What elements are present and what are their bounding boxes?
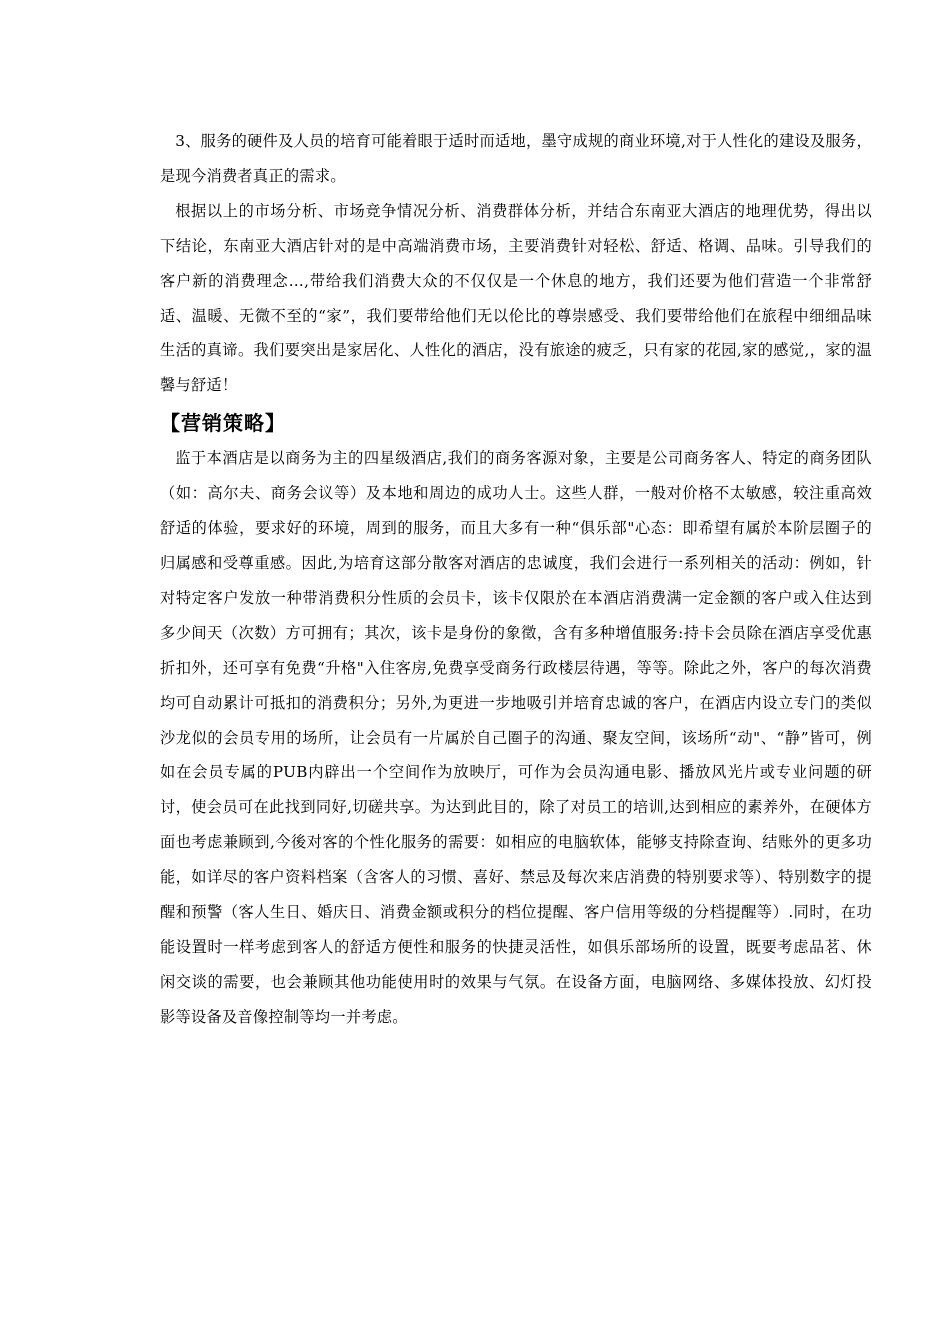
paragraph-marketing-strategy: 监于本酒店是以商务为主的四星级酒店,我们的商务客源对象，主要是公司商务客人、特定的商务团队（如：高尔夫、商务会议等）及本地和周边的成功人士。这些人群，一般对价格不太敏感，较注重高效舒适的体验，要求好的环境，周到的服务，而且大多有一种“俱乐部"心态：即希望有属於本阶层圈子的归属感和受尊重感。因此,为培育这部分散客对酒店的忠诚度，我们会进行一系列相关的活动：例如，针对特定客户发放一种带消费积分性质的会员卡，该卡仅限於在本酒店消费满一定金额的客户或入住达到多少间天（次数）方可拥有；其次，该卡是身份的象徵，含有多种增值服务:持卡会员除在酒店享受优惠折扣外，还可享有免费“升格"入住客房,免费享受商务行政楼层待遇，等等。除此之外，客户的每次消费均可自动累计可抵扣的消费积分；另外,为更进一步地吸引并培育忠诚的客户，在酒店内设立专门的类似沙龙似的会员专用的场所，让会员有一片属於自己圈子的沟通、聚友空间，该场所“动"、“静”皆可，例如在会员专属的PUB内辟出一个空间作为放映厅，可作为会员沟通电影、播放风光片或专业问题的研讨，使会员可在此找到同好,切磋共享。为达到此目的，除了对员工的培训,达到相应的素养外，在硬体方面也考虑兼顾到,今後对客的个性化服务的需要：如相应的电脑软体，能够支持除查询、结账外的更多功能，如详尽的客户资料档案（含客人的习惯、喜好、禁忌及每次来店消费的特别要求等）、特别数字的提醒和预警（客人生日、婚庆日、消费金额或积分的档位提醒、客户信用等级的分档提醒等）.同时，在功能设置时一样考虑到客人的舒适方便性和服务的快捷灵活性，如俱乐部场所的设置，既要考虑品茗、休闲交谈的需要，也会兼顾其他功能使用时的效果与气氛。在设备方面，电脑网络、多媒体投放、幻灯投影等设备及音像控制等均一并考虑。: [160, 449, 872, 1026]
document-page: [160, 124, 872, 1035]
paragraph-service-hardware: 3、服务的硬件及人员的培育可能着眼于适时而适地，墨守成规的商业环境,对于人性化的建设及服务，是现今消费者真正的需求。: [160, 132, 872, 185]
section-heading-marketing-strategy: 【营销策略】: [160, 411, 286, 436]
paragraph-market-conclusion: 根据以上的市场分析、市场竞争情况分析、消费群体分析，并结合东南亚大酒店的地理优势，得出以下结论，东南亚大酒店针对的是中高端消费市场，主要消费针对轻松、舒适、格调、品味。引导我们的客户新的消费理念…,带给我们消费大众的不仅仅是一个休息的地方，我们还要为他们营造一个非常舒适、温暖、无微不至的“家”，我们要带给他们无以伦比的尊崇感受、我们要带给他们在旅程中细细品味生活的真谛。我们要突出是家居化、人性化的酒店，没有旅途的疲乏，只有家的花园,家的感觉,，家的温馨与舒适！: [160, 201, 872, 395]
